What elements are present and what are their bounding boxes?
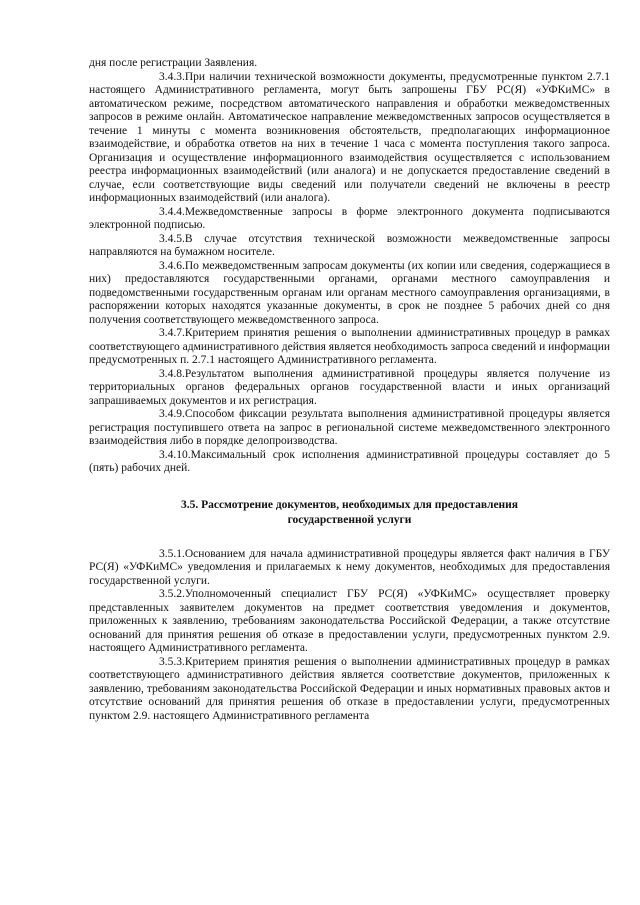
clause-3-4-10	[89, 449, 610, 476]
clause-3-4-3	[89, 71, 610, 206]
clause-number: 3.4.10.	[159, 448, 191, 461]
clause-text: По межведомственным запросам документы (их копии или сведения, содержащиеся в них) предоставляются государственными органами, органами местного самоуправления и подведомственными государственным органам или органам местного самоуправления организациями, в распоряжении которых находятся указанные документы, в срок не позднее 5 рабочих дней со дня получения соответствующего межведомственного запроса.	[89, 259, 610, 326]
clause-text: Способом фиксации результата выполнения административной процедуры является регистрация поступившего ответа на запрос в региональной системе межведомственного электронного взаимодействия либо в порядке делопроизводства.	[89, 408, 610, 447]
clause-text: Критерием принятия решения о выполнении административных процедур в рамках соответствующего административного действия является соответствие документов, приложенных к заявлению, требованиям законодательства Российской Федерации и иных нормативных правовых актов и отсутствие оснований для принятия решения об отказе в предоставлении услуги, предусмотренных пунктом 2.9. настоящего Административного регламента	[89, 655, 610, 722]
clause-3-4-8	[89, 368, 610, 409]
clause-text: Межведомственные запросы в форме электронного документа подписываются электронной подписью.	[89, 205, 610, 231]
clause-3-4-9	[89, 408, 610, 449]
heading-line-2: государственной услуги	[287, 513, 412, 526]
clause-number: 3.4.4.	[159, 205, 185, 218]
clause-3-4-5	[89, 233, 610, 260]
clause-text: При наличии технической возможности документы, предусмотренные пунктом 2.7.1 настоящего Административного регламента, могут быть запрошены ГБУ РС(Я) «УФКиМС» в автоматическом режиме, посредством автоматического направления и обработки межведомственных запросов в режиме онлайн. Автоматическое направление межведомственных запросов осуществляется в течение 1 минуты с момента возникновения обстоятельств, предполагающих информационное взаимодействие, и обработка ответов на них в течение 1 часа с момента поступления такого запроса. Организация и осуществление информационного взаимодействия осуществляется с использованием реестра информационных взаимодействий (или аналога) и не допускается предоставление сведений в случае, если соответствующие виды сведений или получатели сведений не включены в реестр информационных взаимодействий (или аналога).	[89, 70, 610, 204]
section-3-5-items	[89, 548, 610, 724]
section-3-4-items	[89, 71, 610, 476]
section-heading-3-5	[89, 498, 610, 528]
heading-line-1: 3.5. Рассмотрение документов, необходимых для предоставления	[180, 498, 519, 511]
clause-number: 3.5.1.	[159, 547, 185, 560]
clause-3-5-1	[89, 548, 610, 589]
clause-text: В случае отсутствия технической возможности межведомственные запросы направляются на бумажном носителе.	[89, 232, 610, 258]
clause-number: 3.5.2.	[159, 588, 185, 600]
clause-text: Максимальный срок исполнения административной процедуры составляет до 5 (пять) рабочих дней.	[89, 448, 610, 474]
clause-3-4-7	[89, 327, 610, 368]
clause-number: 3.4.9.	[159, 408, 185, 420]
clause-3-4-6	[89, 260, 610, 328]
clause-number: 3.4.3.	[159, 70, 185, 83]
clause-number: 3.4.7.	[159, 327, 185, 339]
clause-text: Результатом выполнения административной процедуры является получение из территориальных органов федеральных органов государственной власти и иных организаций запрашиваемых документов и их регистрация.	[89, 367, 610, 407]
clause-text: Основанием для начала административной процедуры является факт наличия в ГБУ РС(Я) «УФКиМС» уведомления и прилагаемых к нему документов, необходимых для предоставления государственной услуги.	[89, 547, 610, 587]
clause-3-4-4	[89, 206, 610, 233]
clause-number: 3.4.5.	[159, 232, 185, 245]
clause-number: 3.4.8.	[159, 367, 185, 380]
clause-number: 3.4.6.	[159, 259, 185, 272]
continuation-line: дня после регистрации Заявления.	[89, 57, 258, 69]
clause-text: Уполномоченный специалист ГБУ РС(Я) «УФКиМС» осуществляет проверку представленных заявителем документов на предмет соответствия уведомления и документов, приложенных к заявлению, требованиям законодательства Российской Федерации, а также отсутствие оснований для принятия решения об отказе в предоставлении услуги, предусмотренных пунктом 2.9. настоящего Административного регламента.	[89, 588, 610, 654]
clause-text: Критерием принятия решения о выполнении административных процедур в рамках соответствующего административного действия является необходимость запроса сведений и информации предусмотренных п. 2.7.1 настоящего Административного регламента.	[89, 327, 610, 366]
clause-number: 3.5.3.	[159, 655, 185, 668]
clause-3-5-2	[89, 588, 610, 656]
clause-3-5-3	[89, 656, 610, 724]
